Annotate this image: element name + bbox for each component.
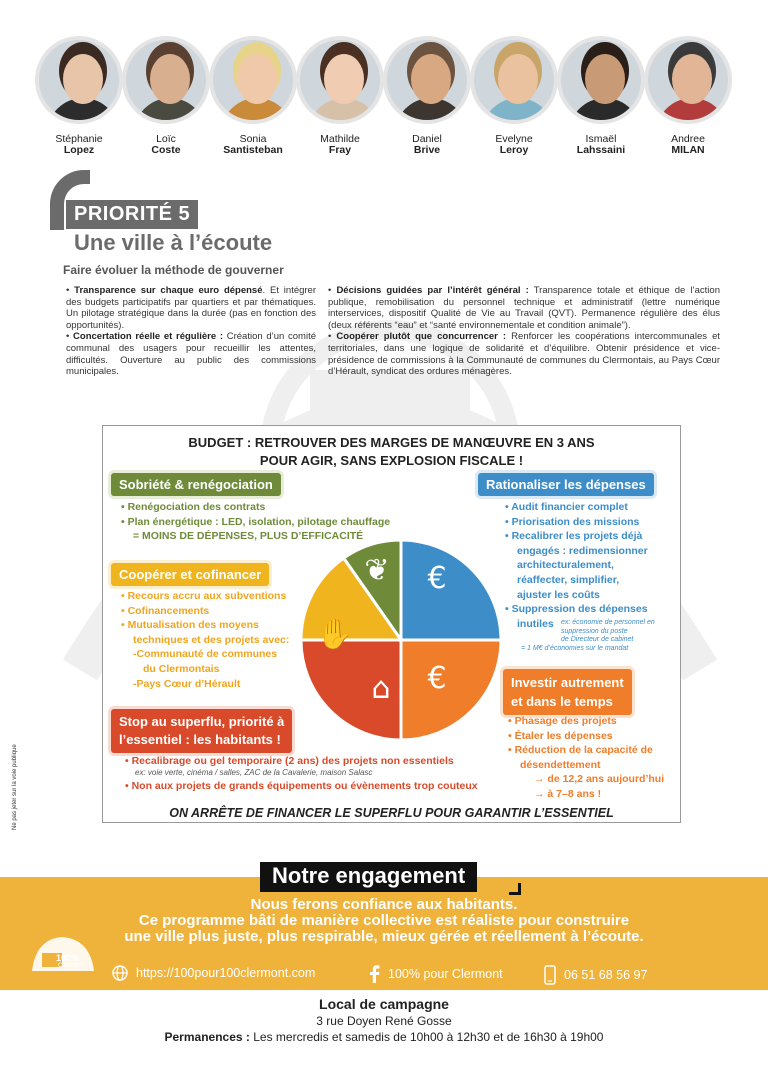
stop-list: • Recalibrage ou gel temporaire (2 ans) des projets non essentiels ex: voie verte, cinéma / salles, ZAC de la Cavalerie, maison Salasc • Non aux projets de grands équipements ou évènements trop couteux xyxy=(125,754,525,794)
candidate xyxy=(121,36,211,156)
candidate xyxy=(556,36,646,156)
pie-slice xyxy=(401,540,501,640)
rationaliser-note: ex: économie de personnel en suppression du poste de Directeur de cabinet = 1 M€ d’économies sur le mandat xyxy=(521,619,655,652)
side-note: Ne pas jeter sur la voie publique xyxy=(12,744,18,830)
candidate xyxy=(208,36,298,156)
paragraph: • Concertation réelle et régulière : Création d’un comité communal des usagers pour recueillir les attentes, difficultés. Ouverture au public des commissions municipales. xyxy=(66,331,316,378)
paragraph: • Transparence sur chaque euro dépensé. Et intégrer des budgets participatifs par quartiers et par thématiques. Un pilotage stratégique dans la durée (pas en fonction des opportunités). xyxy=(66,285,317,331)
budget-title: BUDGET : RETROUVER DES MARGES DE MANŒUVRE EN 3 ANS POUR AGIR, SANS EXPLOSION FISCALE ! xyxy=(188,435,595,468)
candidate-photo xyxy=(122,36,210,124)
phone-link[interactable]: 06 51 68 56 97 xyxy=(544,965,647,985)
phone-icon xyxy=(544,965,556,985)
house-people-icon: ⌂ xyxy=(371,671,391,706)
priority-subtitle: Faire évoluer la méthode de gouverner xyxy=(63,263,284,277)
candidate-photo xyxy=(209,36,297,124)
engagement-band xyxy=(0,877,768,990)
paragraph: • Coopérer plutôt que concurrencer : Renforcer les coopérations intercommunales et territoriales, dans une logique de solidarité et d’équilibre. Obtenir présidence et vice-présidence de commissions à la Communauté de communes du Clermontais, au Pays Cœur d’Hérault, syndicat des ordures ménagères. xyxy=(328,331,720,378)
candidate-name: Sonia Santisteban xyxy=(223,133,283,156)
candidate-name: Ismaël Lahssaini xyxy=(576,133,626,156)
handshake-icon: ✋ xyxy=(316,617,354,652)
website-link[interactable]: https://100pour100clermont.com xyxy=(112,965,315,981)
campaign-office xyxy=(0,996,768,1044)
office-title: Local de campagne xyxy=(319,996,449,1012)
engagement-text: Nous ferons confiance aux habitants. Ce programme bâti de manière collective est réaliste pour construire une ville plus juste, plus respirable, mieux gérée et réellement à l’écoute. xyxy=(124,896,644,945)
candidate-name: Mathilde Fray xyxy=(320,133,360,156)
budget-panel xyxy=(102,425,681,823)
candidate-photo xyxy=(644,36,732,124)
facebook-icon xyxy=(368,965,380,983)
facebook-link[interactable]: 100% pour Clermont xyxy=(368,965,503,983)
leaf-icon: ❦ xyxy=(364,553,390,588)
engagement-title: Notre engagement xyxy=(260,862,477,892)
priority-label: PRIORITÉ 5 xyxy=(66,200,198,229)
candidate-photo xyxy=(383,36,471,124)
globe-icon xyxy=(112,965,128,981)
office-address: 3 rue Doyen René Gosse xyxy=(316,1014,452,1028)
paragraph: • Décisions guidées par l’intérêt général : Transparence totale et éthique de l’action publique, remobilisation du personnel technique et administratif (lettre numérique interservices, dispositif Qualité de Vie au Travail (QVT). Permanence régulière des élus (deux référents “eau” et “santé environnementale et condition animale”). xyxy=(328,285,720,331)
investir-label: Investir autrement et dans le temps xyxy=(503,669,632,715)
candidate xyxy=(295,36,385,156)
stop-label: Stop au superflu, priorité à l’essentiel : les habitants ! xyxy=(111,709,292,753)
candidate-name: Loïc Coste xyxy=(151,133,181,156)
campaign-logo: 100% Clermont xyxy=(28,931,98,975)
candidate-photo xyxy=(35,36,123,124)
candidate-name: Stéphanie Lopez xyxy=(55,133,103,156)
candidate-portraits xyxy=(34,36,734,166)
candidate xyxy=(643,36,733,156)
cooperer-label: Coopérer et cofinancer xyxy=(111,563,269,586)
candidate xyxy=(382,36,472,156)
sobriete-label: Sobriété & renégociation xyxy=(111,473,281,496)
left-column xyxy=(66,285,316,378)
euro-hand-icon: € xyxy=(427,561,447,596)
sobriete-list: • Renégociation des contrats • Plan énergétique : LED, isolation, pilotage chauffage = MOINS DE DÉPENSES, PLUS D’EFFICACITÉ xyxy=(121,500,390,544)
candidate-photo xyxy=(296,36,384,124)
cooperer-list: • Recours accru aux subventions • Cofinancements • Mutualisation des moyens techniques et des projets avec: -Communauté de communes du Clermontais -Pays Cœur d’Hérault xyxy=(121,589,289,691)
candidate-name: Evelyne Leroy xyxy=(495,133,533,156)
budget-pie-chart xyxy=(299,538,503,742)
euro-growth-icon: € xyxy=(427,661,447,696)
candidate-photo xyxy=(470,36,558,124)
priority-title: Une ville à l’écoute xyxy=(74,230,273,255)
candidate xyxy=(34,36,124,156)
candidate-photo xyxy=(557,36,645,124)
rationaliser-list: • Audit financier complet • Priorisation des missions • Recalibrer les projets déjà engagés : redimensionner architecturalement, réaffecter, simplifier, ajuster les coûts • Suppression des dépenses inutiles xyxy=(505,500,675,631)
pie-slice xyxy=(401,640,501,740)
investir-list: • Phasage des projets • Étaler les dépenses • Réduction de la capacité de désendettement → de 12,2 ans aujourd’hui → à 7–8 ans ! xyxy=(508,714,664,802)
candidate-name: Andree MILAN xyxy=(671,133,705,156)
candidate-name: Daniel Brive xyxy=(412,133,442,156)
office-hours: Permanences : Les mercredis et samedis de 10h00 à 12h30 et de 16h30 à 19h00 xyxy=(164,1030,604,1044)
budget-bottom-line: ON ARRÊTE DE FINANCER LE SUPERFLU POUR GARANTIR L’ESSENTIEL xyxy=(169,806,614,820)
right-column xyxy=(328,285,720,378)
corner-mark-icon xyxy=(509,883,521,895)
candidate xyxy=(469,36,559,156)
rationaliser-label: Rationaliser les dépenses xyxy=(478,473,654,496)
